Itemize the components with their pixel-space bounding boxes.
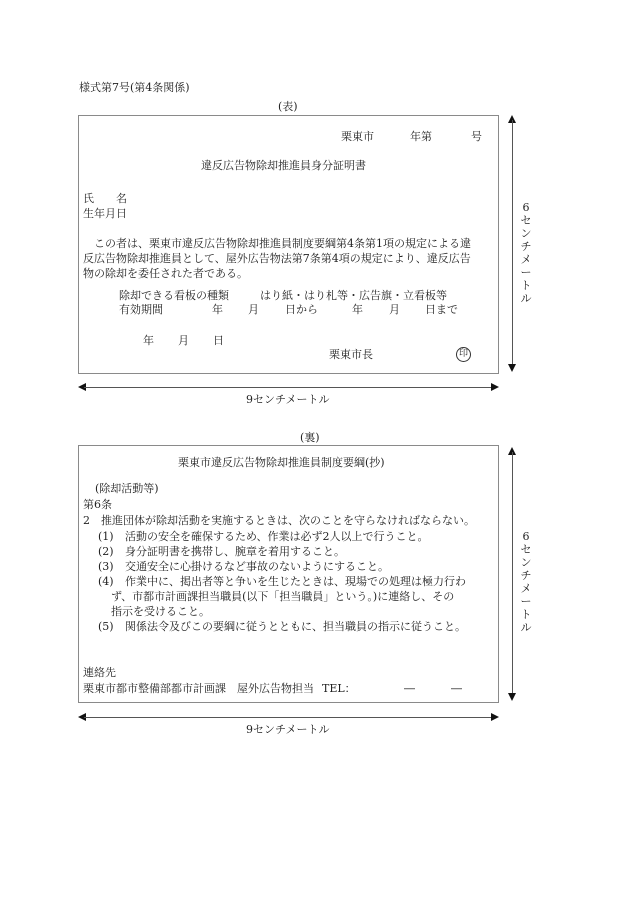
back-side-label: (裏) bbox=[300, 431, 320, 444]
item-5-num: (5) bbox=[98, 620, 114, 633]
arrow-right-icon bbox=[491, 383, 499, 391]
issue-day: 日 bbox=[213, 334, 224, 347]
back-height-dim-line bbox=[512, 452, 513, 697]
contact-department: 栗東市都市整備部都市計画課 屋外広告物担当 bbox=[83, 682, 314, 695]
item-4-text-line-3: 指示を受けること。 bbox=[111, 605, 210, 618]
item-1-text: 活動の安全を確保するため、作業は必ず2人以上で行うこと。 bbox=[125, 530, 429, 543]
back-width-dim-line bbox=[84, 717, 494, 718]
contact-tel-label: TEL： bbox=[322, 682, 356, 695]
front-header-number: 号 bbox=[471, 130, 482, 143]
front-width-dim-line bbox=[84, 387, 494, 388]
front-title: 違反広告物除却推進員身分証明書 bbox=[201, 159, 366, 172]
item-5-text: 関係法令及びこの要綱に従うとともに、担当職員の指示に従うこと。 bbox=[125, 620, 466, 633]
issue-month: 月 bbox=[178, 334, 189, 347]
item-2-text: 身分証明書を携帯し、腕章を着用すること。 bbox=[125, 545, 345, 558]
validity-to-day: 日まで bbox=[425, 303, 458, 316]
sign-types-value: はり紙・はり札等・広告旗・立看板等 bbox=[260, 289, 447, 302]
validity-to-year: 年 bbox=[352, 303, 363, 316]
front-header-year-no: 年第 bbox=[410, 130, 432, 143]
item-1-num: (1) bbox=[98, 530, 114, 543]
front-body-line-3: 物の除却を委任された者である。 bbox=[83, 267, 248, 280]
issuer: 栗東市長 bbox=[329, 348, 373, 361]
clause-text: 2 推進団体が除却活動を実施するときは、次のことを守らなければならない。 bbox=[83, 514, 475, 527]
item-4-text-line-1: 作業中に、掲出者等と争いを生じたときは、現場での処理は極力行わ bbox=[125, 575, 466, 588]
contact-label: 連絡先 bbox=[83, 666, 116, 679]
item-4-num: (4) bbox=[98, 575, 114, 588]
back-height-dim-label: 6センチメートル bbox=[520, 530, 532, 634]
contact-tel-dash-1: ― bbox=[404, 682, 415, 695]
back-width-dim-label: 9センチメートル bbox=[246, 723, 330, 736]
front-header-city: 栗東市 bbox=[341, 130, 374, 143]
arrow-right-icon bbox=[491, 713, 499, 721]
validity-from-month: 月 bbox=[248, 303, 259, 316]
validity-to-month: 月 bbox=[389, 303, 400, 316]
item-3-num: (3) bbox=[98, 560, 114, 573]
article-number: 第6条 bbox=[83, 498, 112, 511]
item-4-text-line-2: ず、市都市計画課担当職員(以下「担当職員」という。)に連絡し、その bbox=[111, 590, 455, 603]
arrow-down-icon bbox=[508, 364, 516, 372]
front-width-dim-label: 9センチメートル bbox=[246, 393, 330, 406]
back-title: 栗東市違反広告物除却推進員制度要綱(抄) bbox=[178, 456, 385, 469]
birthdate-label: 生年月日 bbox=[83, 207, 127, 220]
validity-label: 有効期間 bbox=[119, 303, 163, 316]
front-body-line-2: 反広告物除却推進員として、屋外広告物法第7条第4項の規定により、違反広告 bbox=[83, 252, 471, 265]
contact-tel-dash-2: ― bbox=[451, 682, 462, 695]
arrow-down-icon bbox=[508, 693, 516, 701]
sign-types-label: 除却できる看板の種類 bbox=[119, 289, 229, 302]
validity-from-day: 日から bbox=[285, 303, 318, 316]
issue-year: 年 bbox=[143, 334, 154, 347]
front-height-dim-line bbox=[512, 120, 513, 368]
seal-icon: 印 bbox=[456, 347, 471, 362]
form-label: 様式第7号(第4条関係) bbox=[79, 81, 190, 94]
item-2-num: (2) bbox=[98, 545, 114, 558]
name-label: 氏 名 bbox=[83, 192, 127, 205]
section-caption: (除却活動等) bbox=[95, 482, 159, 495]
item-3-text: 交通安全に心掛けるなど事故のないようにすること。 bbox=[125, 560, 389, 573]
front-side-label: (表) bbox=[278, 100, 298, 113]
validity-from-year: 年 bbox=[212, 303, 223, 316]
front-height-dim-label: 6センチメートル bbox=[520, 201, 532, 305]
front-body-line-1: この者は、栗東市違反広告物除却推進員制度要綱第4条第1項の規定による違 bbox=[83, 237, 471, 250]
